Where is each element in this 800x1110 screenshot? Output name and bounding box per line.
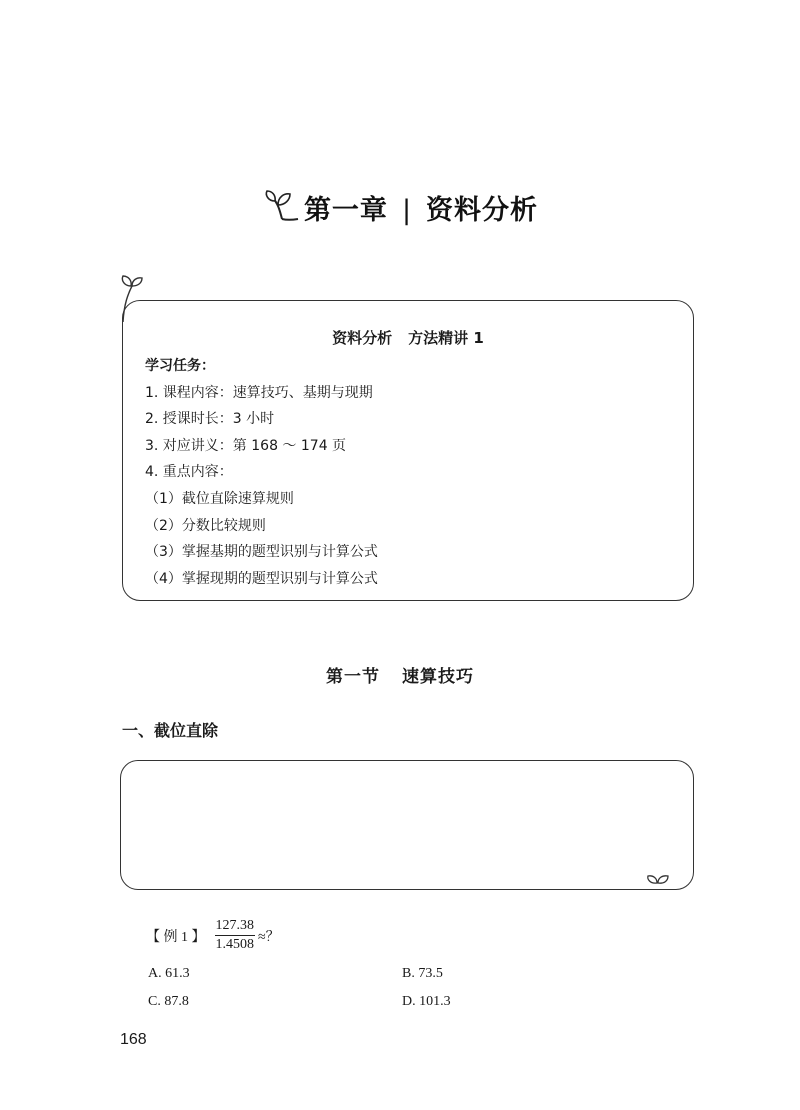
task-box-title-part1: 资料分析 <box>332 329 393 347</box>
chapter-separator: | <box>401 195 413 226</box>
fraction-denominator: 1.4508 <box>215 937 254 952</box>
task-heading: 学习任务： <box>145 358 215 374</box>
option-d: D. 101.3 <box>402 994 451 1009</box>
learning-task-box <box>122 300 694 601</box>
chapter-name: 资料分析 <box>426 195 539 226</box>
task-box-title-part2: 方法精讲 1 <box>408 329 484 347</box>
fraction-numerator: 127.38 <box>215 918 256 936</box>
task-item: （3）掌握基期的题型识别与计算公式 <box>145 544 378 561</box>
task-item: 3. 对应讲义：第 168 ～ 174 页 <box>145 437 347 454</box>
example-question <box>146 918 280 953</box>
task-item: （4）掌握现期的题型识别与计算公式 <box>145 570 378 587</box>
task-item: 4. 重点内容： <box>145 464 233 481</box>
task-list <box>145 353 378 592</box>
page-number: 168 <box>120 1031 147 1048</box>
task-item: （2）分数比较规则 <box>145 517 266 534</box>
chapter-title <box>0 188 800 227</box>
sprout-icon <box>262 189 302 223</box>
task-item: （1）截位直除速算规则 <box>145 490 294 507</box>
chapter-label: 第一章 <box>303 195 388 226</box>
option-b: B. 73.5 <box>402 966 443 981</box>
example-tag: 【 例 1 】 <box>146 929 206 945</box>
option-a: A. 61.3 <box>148 966 190 981</box>
section-name: 速算技巧 <box>402 667 474 687</box>
note-box <box>120 760 694 890</box>
fraction <box>215 918 256 953</box>
task-item: 1. 课程内容：速算技巧、基期与现期 <box>145 384 373 401</box>
task-item: 2. 授课时长：3 小时 <box>145 411 275 428</box>
section-title <box>0 662 800 687</box>
subsection-title: 一、截位直除 <box>122 721 219 740</box>
task-box-title <box>123 327 693 348</box>
example-suffix: ≈？ <box>258 929 280 945</box>
sprout-leaves-icon <box>646 873 670 887</box>
option-c: C. 87.8 <box>148 994 189 1009</box>
section-label: 第一节 <box>326 667 380 687</box>
